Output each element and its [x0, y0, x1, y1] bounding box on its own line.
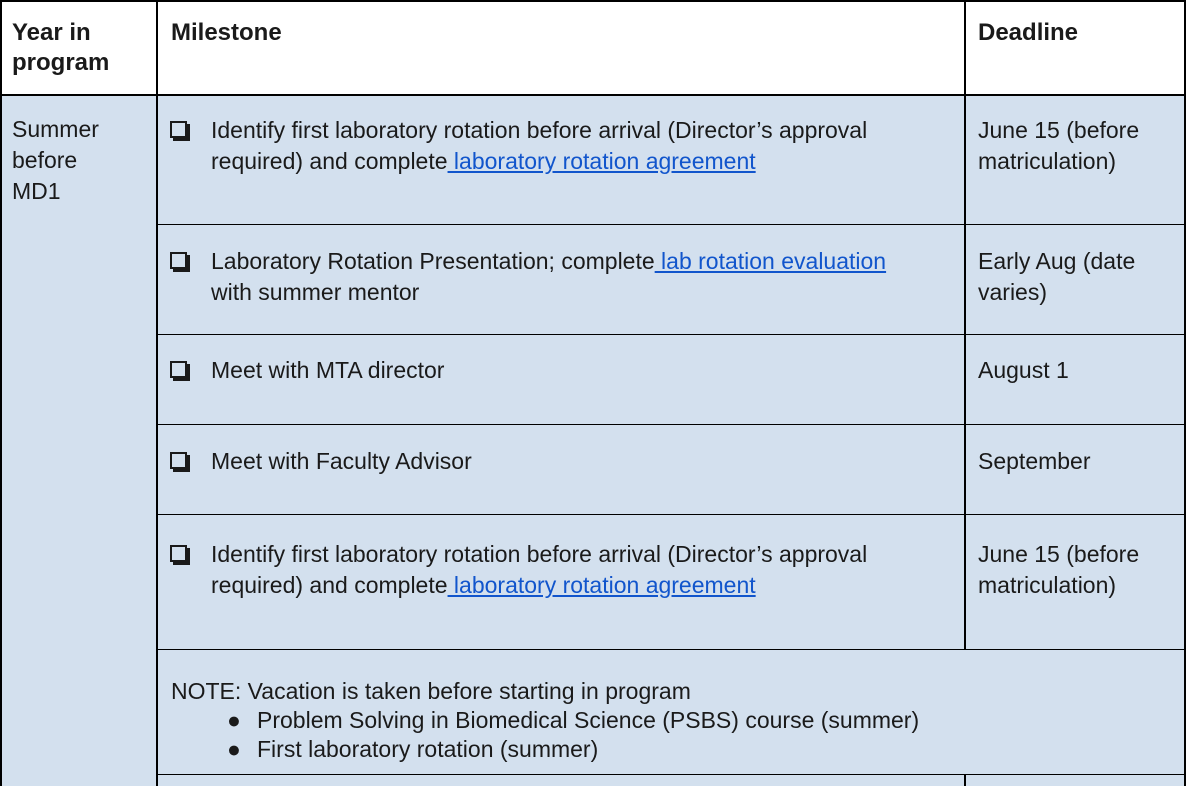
milestone-item-1: [170, 115, 900, 177]
milestone-2-text: Laboratory Rotation Presentation; complete: [211, 248, 655, 274]
checkbox-icon[interactable]: [170, 252, 187, 269]
milestone-text-4: Meet with Faculty Advisor: [211, 448, 472, 474]
note-bullet-text-2: First laboratory rotation (summer): [257, 736, 599, 762]
milestone-item-4: [170, 446, 900, 477]
border-row-6: [157, 774, 1186, 775]
note-text: NOTE: Vacation is taken before starting in program: [171, 678, 691, 704]
header-year: Year in program: [12, 19, 110, 76]
deadline-cell-2: [965, 225, 1186, 335]
milestone-row-3: [157, 335, 965, 425]
border-col-2: [964, 0, 966, 650]
bullet-icon: ●: [227, 736, 241, 762]
border-row-4: [157, 514, 1186, 515]
border-top: [0, 0, 1186, 2]
milestone-row-1: [157, 95, 965, 225]
deadline-4: September: [978, 448, 1091, 474]
deadline-cell-3: [965, 335, 1186, 425]
milestone-row-2: [157, 225, 965, 335]
deadline-3: August 1: [978, 357, 1069, 383]
border-row-1: [157, 224, 1186, 225]
deadline-2: Early Aug (date varies): [978, 248, 1136, 305]
laboratory-rotation-agreement-link[interactable]: laboratory rotation agreement: [447, 148, 756, 174]
milestone-row-4: [157, 425, 965, 515]
border-row-2: [157, 334, 1186, 335]
deadline-5: June 15 (before matriculation): [978, 541, 1140, 598]
header-milestone: Milestone: [171, 19, 282, 46]
checkbox-icon[interactable]: [170, 545, 187, 562]
milestone-item-5: [170, 539, 900, 601]
milestone-text-2: [211, 246, 900, 308]
header-deadline: Deadline: [978, 19, 1079, 46]
border-row-3: [157, 424, 1186, 425]
laboratory-rotation-agreement-link-2[interactable]: laboratory rotation agreement: [447, 572, 756, 598]
deadline-cell-4: [965, 425, 1186, 515]
milestone-item-2: [170, 246, 900, 308]
border-col-2-tail: [964, 775, 966, 786]
border-header-bottom: [0, 94, 1186, 96]
year-cell: [0, 95, 157, 775]
border-row-5: [157, 649, 1186, 650]
deadline-1: June 15 (before matriculation): [978, 117, 1140, 174]
header-year-cell: [0, 0, 157, 95]
deadline-cell-1: [965, 95, 1186, 225]
milestone-5-text: Identify first laboratory rotation before arrival (Director’s approval required) and complete: [211, 541, 868, 598]
year-text: Summer before MD1: [12, 116, 99, 204]
note-bullet-2: [227, 734, 598, 765]
header-deadline-cell: [965, 0, 1186, 95]
checkbox-icon[interactable]: [170, 361, 187, 378]
note-bullet-text-1: Problem Solving in Biomedical Science (PSBS) course (summer): [257, 707, 920, 733]
milestone-2-after: with summer mentor: [211, 279, 420, 305]
border-col-1: [156, 0, 158, 786]
note-bullet-1: [227, 705, 919, 736]
milestone-1-text: Identify first laboratory rotation before arrival (Director’s approval required) and complete: [211, 117, 868, 174]
lab-rotation-evaluation-link[interactable]: lab rotation evaluation: [654, 248, 887, 274]
milestone-row-5: [157, 515, 965, 650]
milestone-text-5: [211, 539, 900, 601]
milestone-item-3: [170, 355, 900, 386]
note-cell: [157, 650, 1186, 775]
milestone-text-1: [211, 115, 900, 177]
checkbox-icon[interactable]: [170, 452, 187, 469]
border-left: [0, 0, 2, 786]
milestone-text-3: Meet with MTA director: [211, 357, 445, 383]
checkbox-icon[interactable]: [170, 121, 187, 138]
header-milestone-cell: [157, 0, 965, 95]
bullet-icon: ●: [227, 707, 241, 733]
deadline-cell-5: [965, 515, 1186, 650]
